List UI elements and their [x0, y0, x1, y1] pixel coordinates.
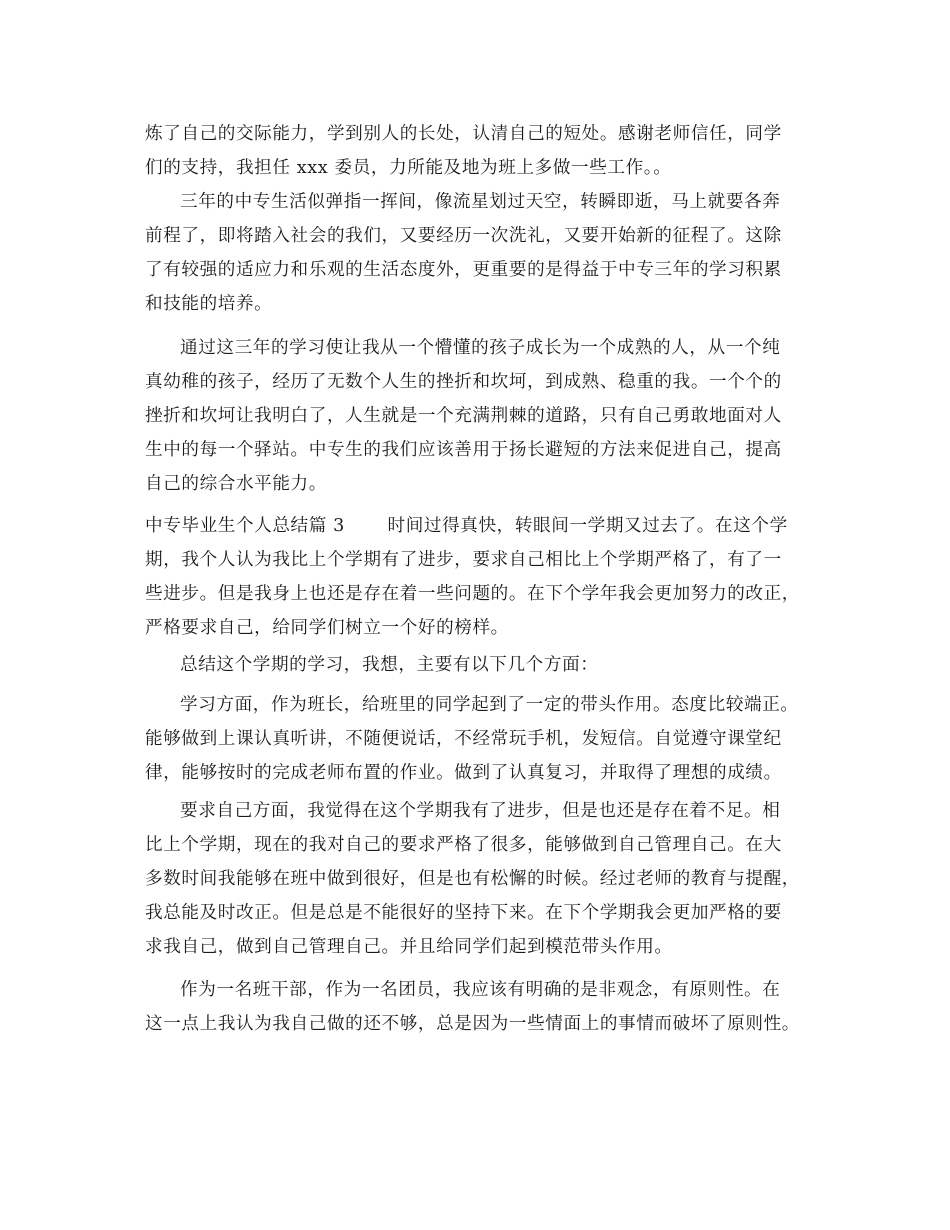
text-line: 前程了，即将踏入社会的我们，又要经历一次洗礼，又要开始新的征程了。这除 [145, 226, 782, 246]
text-line: 比上个学期，现在的我对自己的要求严格了很多，能够做到自己管理自己。在大 [145, 835, 782, 855]
paragraph-first-line: 通过这三年的学习使让我从一个懵懂的孩子成长为一个成熟的人，从一个纯 [180, 338, 781, 358]
text-line: 挫折和坎坷让我明白了，人生就是一个充满荆棘的道路，只有自己勇敢地面对人 [145, 406, 782, 426]
text-line: 求我自己，做到自己管理自己。并且给同学们起到模范带头作用。 [145, 937, 673, 957]
section-heading-line: 中专毕业生个人总结篇 3 时间过得真快，转眼间一学期又过去了。在这个学 [145, 516, 788, 536]
text-line: 这一点上我认为我自己做的还不够，总是因为一些情面上的事情而破坏了原则性。 [145, 1014, 800, 1034]
paragraph-first-line: 三年的中专生活似弹指一挥间，像流星划过天空，转瞬即逝，马上就要各奔 [180, 192, 781, 212]
text-line: 自己的综合水平能力。 [145, 474, 327, 494]
text-line: 炼了自己的交际能力，学到别人的长处，认清自己的短处。感谢老师信任，同学 [145, 124, 782, 144]
text-line: 和技能的培养。 [145, 294, 273, 314]
paragraph-first-line: 作为一名班干部，作为一名团员，我应该有明确的是非观念，有原则性。在 [180, 980, 781, 1000]
text-line: 些进步。但是我身上也还是存在着一些问题的。在下个学年我会更加努力的改正， [145, 584, 800, 604]
paragraph-first-line: 总结这个学期的学习，我想，主要有以下几个方面： [180, 655, 599, 675]
text-line: 了有较强的适应力和乐观的生活态度外，更重要的是得益于中专三年的学习积累 [145, 260, 782, 280]
text-line: 律，能够按时的完成老师布置的作业。做到了认真复习，并取得了理想的成绩。 [145, 763, 782, 783]
paragraph-first-line: 要求自己方面，我觉得在这个学期我有了进步，但是也还是存在着不足。相 [180, 801, 781, 821]
text-line: 们的支持，我担任 xxx 委员，力所能及地为班上多做一些工作。。 [145, 158, 672, 178]
text-line: 期，我个人认为我比上个学期有了进步，要求自己相比上个学期严格了，有了一 [145, 550, 782, 570]
text-line: 真幼稚的孩子，经历了无数个人生的挫折和坎坷，到成熟、稳重的我。一个个的 [145, 372, 782, 392]
text-line: 能够做到上课认真听讲，不随便说话，不经常玩手机，发短信。自觉遵守课堂纪 [145, 729, 782, 749]
text-line: 严格要求自己，给同学们树立一个好的榜样。 [145, 618, 509, 638]
text-line: 生中的每一个驿站。中专生的我们应该善用于扬长避短的方法来促进自己，提高 [145, 440, 782, 460]
paragraph-first-line: 学习方面，作为班长，给班里的同学起到了一定的带头作用。态度比较端正。 [180, 695, 799, 715]
text-line: 多数时间我能够在班中做到很好，但是也有松懈的时候。经过老师的教育与提醒， [145, 869, 800, 889]
text-line: 我总能及时改正。但是总是不能很好的坚持下来。在下个学期我会更加严格的要 [145, 903, 782, 923]
